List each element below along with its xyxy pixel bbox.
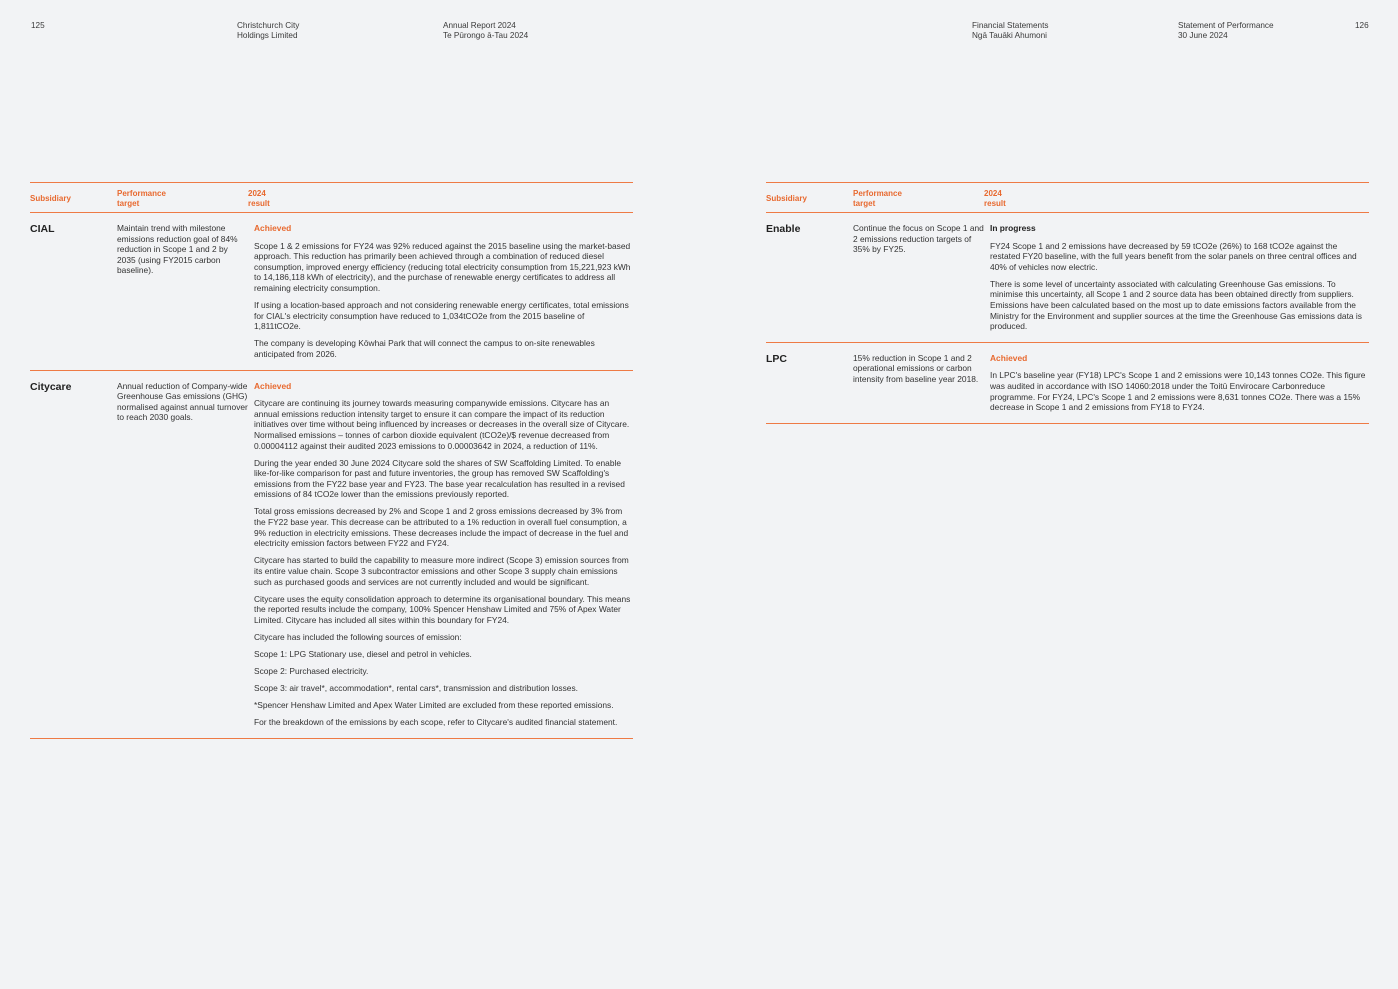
performance-target: Annual reduction of Company-wide Greenhouse Gas emissions (GHG) normalised against annual turnover to reach 2030 goals. (117, 380, 248, 423)
subsidiary-name: Citycare (30, 380, 72, 393)
result-cell (990, 353, 1369, 413)
report-title: Annual Report 2024 Te Pūrongo ā-Tau 2024 (443, 21, 529, 40)
result-column-header: 2024 result (984, 189, 1006, 208)
left-page-number: 125 (31, 21, 45, 30)
statement-title: Statement of Performance 30 June 2024 (1178, 21, 1274, 40)
table-row (30, 371, 633, 739)
result-paragraph: Scope 1 & 2 emissions for FY24 was 92% reduced against the 2015 baseline using the market-based approach. This reduction has primarily been achieved through a combination of reduced diesel consumption, improved energy efficiency (reducing total electricity consumption from 15,221,923 kWh to 14,186,118 kWh of electricity), and the purchase of renewable energy certificates to address all remaining electricity consumption. (254, 240, 631, 293)
result-status: In progress (990, 223, 1036, 233)
right-performance-table (766, 182, 1369, 424)
result-paragraph: FY24 Scope 1 and 2 emissions have decreased by 59 tCO2e (26%) to 168 tCO2e against the restated FY20 baseline, with the full years benefit from the solar panels on three central offices and 40% of vehicles now electric. (990, 240, 1357, 272)
section-title: Financial Statements Ngā Tauāki Ahumoni (972, 21, 1049, 40)
table-header-row (30, 183, 633, 213)
result-status: Achieved (254, 223, 292, 233)
result-paragraph: Scope 1: LPG Stationary use, diesel and petrol in vehicles. (254, 649, 472, 659)
result-paragraph: There is some level of uncertainty associated with calculating Greenhouse Gas emissions. To minimise this uncertainty, all Scope 1 and 2 source data has been obtained directly from suppliers. Emissions have been calculated based on the most up to date emissions factors available from the Ministry for the Environment and supplier sources at the time the Greenhouse Gas emissions data is produced. (990, 278, 1362, 332)
result-paragraph: In LPC's baseline year (FY18) LPC's Scope 1 and 2 emissions were 10,143 tonnes CO2e. This figure was audited in accordance with ISO 14060:2018 under the Toitū Envirocare Carbonreduce programme. For FY24, LPC's Scope 1 and 2 emissions were 8,631 tonnes CO2e. There was a 15% decrease in Scope 1 and 2 emissions from FY18 to FY24. (990, 370, 1366, 413)
subsidiary-name: Enable (766, 223, 801, 235)
target-column-header: Performance target (853, 189, 902, 208)
performance-target: Maintain trend with milestone emissions reduction goal of 84% reduction in Scope 1 and 2 by 2035 (using FY2015 carbon baseline). (117, 223, 238, 276)
result-paragraph: Citycare has included the following sources of emission: (254, 631, 462, 642)
result-status: Achieved (254, 380, 292, 391)
table-row (30, 213, 633, 371)
result-paragraph: Citycare uses the equity consolidation approach to determine its organisational boundary. This means the reported results include the company, 100% Spencer Henshaw Limited and 75% of Apex Water Limited. Citycare has included all sites within this boundary for FY24. (254, 593, 631, 625)
table-header-row (766, 183, 1369, 213)
right-page-number: 126 (1355, 21, 1369, 30)
table-row (766, 343, 1369, 424)
result-paragraph: For the breakdown of the emissions by each scope, refer to Citycare's audited financial statement. (254, 717, 618, 728)
subsidiary-column-header: Subsidiary (30, 194, 71, 203)
result-paragraph: Citycare has started to build the capability to measure more indirect (Scope 3) emission sources from its entire value chain. Scope 3 subcontractor emissions and other Scope 3 supply chain emissions such as purchased goods and services are not currently included and would be significant. (254, 555, 629, 587)
left-performance-table (30, 182, 633, 739)
result-paragraph: Scope 2: Purchased electricity. (254, 666, 369, 677)
result-paragraph: *Spencer Henshaw Limited and Apex Water Limited are excluded from these reported emissions. (254, 700, 614, 711)
organisation-name: Christchurch City Holdings Limited (237, 21, 300, 40)
performance-target: 15% reduction in Scope 1 and 2 operational emissions or carbon intensity from baseline year 2018. (853, 352, 979, 385)
result-status: Achieved (990, 352, 1028, 363)
result-paragraph: Scope 3: air travel*, accommodation*, rental cars*, transmission and distribution losses. (254, 683, 578, 694)
performance-target: Continue the focus on Scope 1 and 2 emissions reduction targets of 35% by FY25. (853, 223, 984, 255)
result-paragraph: If using a location-based approach and not considering renewable energy certificates, total emissions for CIAL's electricity consumption have reduced to 1,034tCO2e from the 2015 baseline of 1,811tCO2e. (254, 300, 629, 332)
subsidiary-column-header: Subsidiary (766, 194, 807, 203)
result-paragraph: The company is developing Kōwhai Park that will connect the campus to on-site renewables anticipated from 2026. (254, 338, 595, 359)
result-paragraph: Total gross emissions decreased by 2% and Scope 1 and 2 gross emissions decreased by 3% from the FY22 base year. This decrease can be attributed to a 1% reduction in overall fuel consumption, a 9% reduction in electricity emissions. These decreases include the impact of decrease in the fuel and electricity emission factors between FY22 and FY24. (254, 506, 629, 549)
result-column-header: 2024 result (248, 189, 270, 208)
result-cell (254, 223, 633, 360)
result-paragraph: During the year ended 30 June 2024 Citycare sold the shares of SW Scaffolding Limited. To enable like-for-like comparison for past and future inventories, the group has removed SW Scaffolding's emissions from the FY22 base year and FY23. The base year recalculation has resulted in a revised emissions of 84 tCO2e lower than the emissions previously reported. (254, 457, 625, 500)
target-column-header: Performance target (117, 189, 166, 208)
result-cell (254, 381, 633, 728)
subsidiary-name: LPC (766, 352, 787, 365)
subsidiary-name: CIAL (30, 223, 55, 235)
result-cell (990, 223, 1369, 332)
result-paragraph: Citycare are continuing its journey towards measuring companywide emissions. Citycare has an annual emissions reduction intensity target to ensure it can compare the impact of its reduction initiatives over time without being influenced by increases or decreases in the overall size of Citycare. Normalised emissions – tonnes of carbon dioxide equivalent (tCO2e)/$ revenue decreased from 0.00004112 against their audited 2023 emissions to 0.00003642 in 2024, a reduction of 11%. (254, 398, 630, 451)
table-row (766, 213, 1369, 343)
